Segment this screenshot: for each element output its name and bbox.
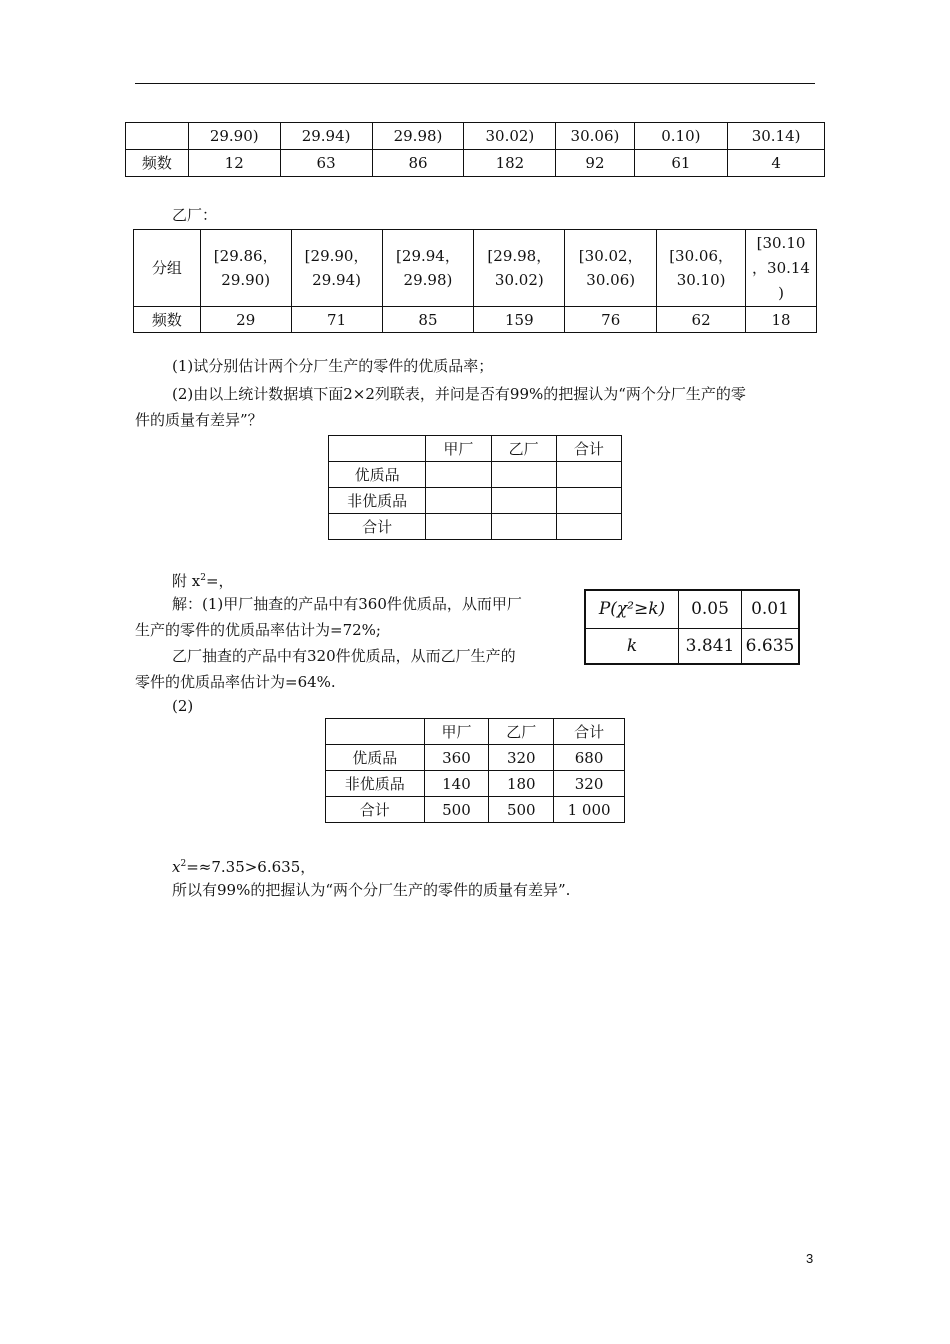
- table-cell: 182: [464, 150, 556, 177]
- table-cell: [657, 230, 746, 307]
- table-cell: [746, 230, 817, 307]
- table-cell: 30.06): [556, 123, 634, 150]
- table-cell: 320: [554, 771, 625, 797]
- question-2-line-2: 件的质量有差异”？: [135, 411, 263, 429]
- table-cell: [556, 488, 621, 514]
- page-number: 3: [806, 1251, 814, 1266]
- table-row: [134, 230, 817, 307]
- group-end: ): [778, 283, 784, 302]
- table-cell: 159: [474, 307, 565, 333]
- table-row: [134, 307, 817, 333]
- factory-b-label: 乙厂：: [172, 206, 218, 224]
- chi-superscript: 2: [180, 859, 187, 869]
- table-cell: 92: [556, 150, 634, 177]
- table-cell: [382, 230, 474, 307]
- table-row: [585, 628, 799, 664]
- table-cell: 合计: [554, 719, 625, 745]
- table-row: [329, 462, 622, 488]
- chi-value: =≈7.35>6.635，: [186, 858, 316, 876]
- table-cell: [291, 230, 382, 307]
- table-cell: 29: [200, 307, 291, 333]
- table-cell: 非优质品: [329, 488, 426, 514]
- question-1: (1)试分别估计两个分厂生产的零件的优质品率；: [172, 357, 494, 375]
- table-cell: 180: [489, 771, 554, 797]
- table-cell: 86: [372, 150, 464, 177]
- table-cell: [426, 462, 491, 488]
- table-cell: P(χ²≥k): [585, 590, 679, 628]
- table-cell: 0.10): [634, 123, 728, 150]
- table-cell: [556, 514, 621, 540]
- table-cell: [556, 462, 621, 488]
- table-cell: 非优质品: [326, 771, 425, 797]
- table-cell: 62: [657, 307, 746, 333]
- table-cell: 分组: [134, 230, 201, 307]
- group-end: 30.06): [586, 271, 636, 289]
- group-start: [30.02，: [578, 247, 643, 265]
- table-cell: 30.02): [464, 123, 556, 150]
- table-cell: 4: [728, 150, 825, 177]
- solution-line-4: 零件的优质品率估计为=64%.: [135, 673, 336, 691]
- table-row: [126, 150, 825, 177]
- table-cell: 甲厂: [424, 719, 489, 745]
- table-cell: [491, 514, 556, 540]
- appendix-superscript: 2: [200, 573, 206, 583]
- table-cell: 合计: [326, 797, 425, 823]
- table-cell: 61: [634, 150, 728, 177]
- group-end: 30.10): [676, 271, 726, 289]
- table-cell: 29.90): [188, 123, 280, 150]
- table-cell: [474, 230, 565, 307]
- solution-line-1: 解：(1)甲厂抽查的产品中有360件优质品，从而甲厂: [172, 595, 522, 613]
- table-cell: 乙厂: [489, 719, 554, 745]
- group-end: 29.90): [221, 271, 271, 289]
- table-cell: [329, 436, 426, 462]
- table-cell: 320: [489, 745, 554, 771]
- table-cell: 乙厂: [491, 436, 556, 462]
- table-cell: [491, 488, 556, 514]
- chi-symbol: x: [172, 858, 181, 876]
- table-cell: 频数: [134, 307, 201, 333]
- table-row: [329, 488, 622, 514]
- table-cell: 18: [746, 307, 817, 333]
- chi-square-result: [172, 854, 315, 877]
- table-cell: 29.98): [372, 123, 464, 150]
- group-start: [30.10: [756, 233, 806, 252]
- group-mid: ，30.14: [752, 258, 810, 277]
- table-row: [326, 771, 625, 797]
- solution-line-2: 生产的零件的优质品率估计为=72%;: [135, 621, 381, 639]
- table-row: [585, 590, 799, 628]
- conclusion: 所以有99%的把握认为“两个分厂生产的零件的质量有差异”.: [172, 881, 571, 899]
- table-row: [329, 436, 622, 462]
- table-cell: 0.01: [742, 590, 800, 628]
- table-cell: 360: [424, 745, 489, 771]
- table-cell: 85: [382, 307, 474, 333]
- table-cell: 3.841: [679, 628, 742, 664]
- appendix-formula: [172, 568, 234, 591]
- table-row: [126, 123, 825, 150]
- table-cell: 频数: [126, 150, 189, 177]
- group-start: [30.06，: [669, 247, 733, 265]
- table-cell: 500: [489, 797, 554, 823]
- factory-b-frequency-table: [133, 229, 817, 333]
- table-cell: 甲厂: [426, 436, 491, 462]
- group-end: 29.94): [312, 271, 361, 289]
- table-cell: 0.05: [679, 590, 742, 628]
- table-cell: [426, 514, 491, 540]
- group-end: 30.02): [494, 271, 544, 289]
- table-cell: 76: [565, 307, 657, 333]
- table-cell: 优质品: [329, 462, 426, 488]
- table-cell: [326, 719, 425, 745]
- table-cell: 63: [280, 150, 372, 177]
- group-end: 29.98): [403, 271, 453, 289]
- table-cell: 500: [424, 797, 489, 823]
- table-cell: [426, 488, 491, 514]
- question-2-line-1: (2)由以上统计数据填下面2×2列联表，并问是否有99%的把握认为“两个分厂生产的零: [172, 385, 746, 403]
- table-cell: 140: [424, 771, 489, 797]
- chi-square-critical-table: [584, 589, 800, 665]
- table-row: [326, 797, 625, 823]
- table-cell: 680: [554, 745, 625, 771]
- header-rule: [135, 83, 815, 84]
- table-cell: [565, 230, 657, 307]
- factory-a-frequency-table: [125, 122, 825, 177]
- group-start: [29.94，: [396, 247, 460, 265]
- group-start: [29.90，: [304, 247, 369, 265]
- appendix-tail: =，: [205, 572, 234, 590]
- table-row: [326, 719, 625, 745]
- solution-part-2: (2): [172, 697, 194, 715]
- table-cell: k: [585, 628, 679, 664]
- table-cell: 合计: [556, 436, 621, 462]
- table-cell: [200, 230, 291, 307]
- group-start: [29.86，: [213, 247, 278, 265]
- table-cell: 合计: [329, 514, 426, 540]
- table-cell: 71: [291, 307, 382, 333]
- table-cell: 30.14): [728, 123, 825, 150]
- table-cell: 1 000: [554, 797, 625, 823]
- table-cell: 12: [188, 150, 280, 177]
- table-row: [329, 514, 622, 540]
- appendix-text: 附 x: [172, 572, 201, 590]
- table-cell: [126, 123, 189, 150]
- filled-contingency-table: [325, 718, 625, 823]
- table-row: [326, 745, 625, 771]
- table-cell: 29.94): [280, 123, 372, 150]
- table-cell: 6.635: [742, 628, 800, 664]
- table-cell: 优质品: [326, 745, 425, 771]
- solution-line-3: 乙厂抽查的产品中有320件优质品，从而乙厂生产的: [172, 647, 516, 665]
- empty-contingency-table: [328, 435, 622, 540]
- group-start: [29.98，: [487, 247, 552, 265]
- table-cell: [491, 462, 556, 488]
